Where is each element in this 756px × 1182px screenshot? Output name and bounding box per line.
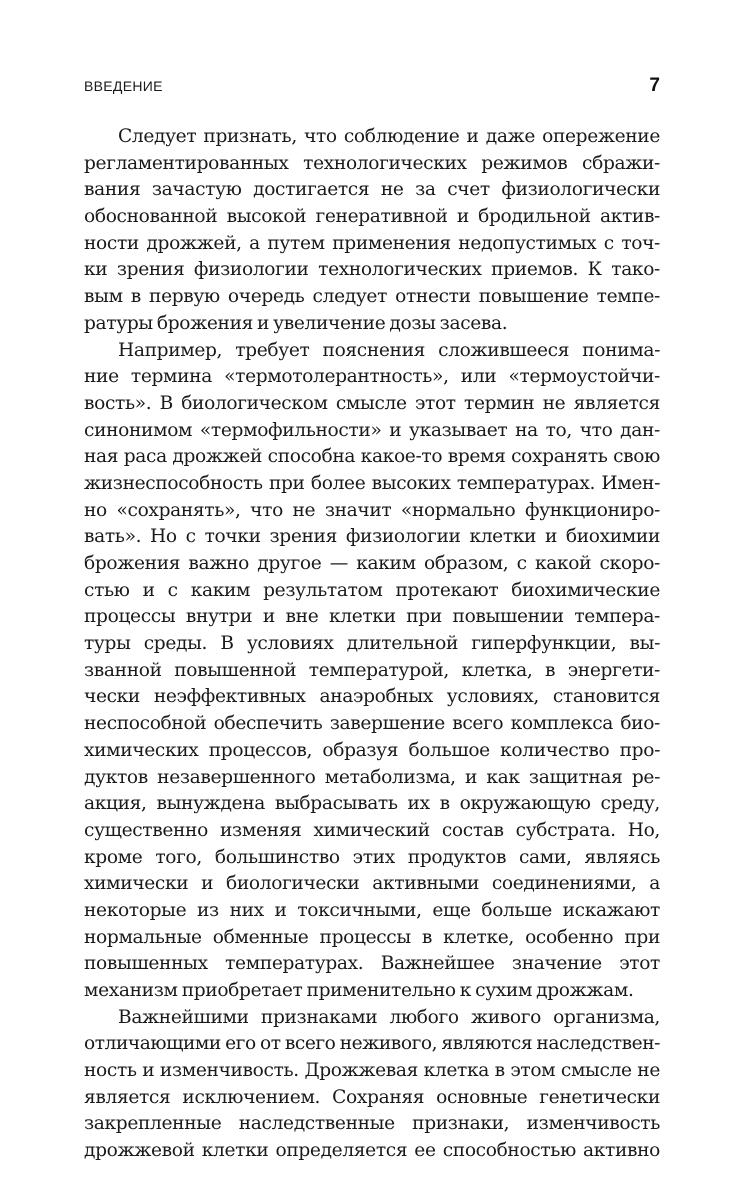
text-line: вания зачастую достигается не за счет физиологически xyxy=(84,179,660,201)
text-line: вость». В биологическом смысле этот термин не является xyxy=(84,392,660,414)
text-line: Следует признать, что соблюдение и даже опережение xyxy=(118,126,660,147)
text-line: Важнейшими признаками любого живого организма, xyxy=(118,1006,660,1028)
text-line: химически и биологически активными соединениями, а xyxy=(84,873,660,895)
text-line: но «сохранять», что не значит «нормально функциониро- xyxy=(84,499,660,521)
text-line: синонимом «термофильности» и указывает на то, что дан- xyxy=(84,419,660,441)
text-line: процессы внутри и вне клетки при повышении темпера- xyxy=(84,606,660,628)
text-line: ная раса дрожжей способна какое-то время сохранять свою xyxy=(84,446,660,468)
text-line: званной повышенной температурой, клетка, в энергети- xyxy=(84,659,660,681)
text-line: ность и изменчивость. Дрожжевая клетка в этом смысле не xyxy=(84,1060,660,1082)
text-line: ки зрения физиологии технологических приемов. К тако- xyxy=(84,259,660,281)
text-line: чески неэффективных анаэробных условиях, становится xyxy=(84,686,660,708)
text-line: неспособной обеспечить завершение всего комплекса био- xyxy=(84,713,660,735)
running-header xyxy=(84,70,660,104)
text-line: химических процессов, образуя большое количество про- xyxy=(84,739,660,761)
text-line: обоснованной высокой генеративной и бродильной актив- xyxy=(84,206,660,228)
text-line: повышенных температурах. Важнейшее значение этот xyxy=(84,953,660,975)
text-line: ние термина «термотолерантность», или «термоустойчи- xyxy=(84,366,660,388)
text-line: стью и с каким результатом протекают биохимические xyxy=(84,579,660,601)
text-line: кроме того, большинство этих продуктов сами, являясь xyxy=(84,846,660,868)
text-line: туры среды. В условиях длительной гиперфункции, вы- xyxy=(84,633,660,655)
text-line: отличающими его от всего неживого, являются наследствен- xyxy=(84,1033,660,1055)
text-line: ратуры брожения и увеличение дозы засева. xyxy=(84,312,508,334)
text-line: нормальные обменные процессы в клетке, особенно при xyxy=(84,926,660,948)
text-line: жизнеспособность при более высоких температурах. Имен- xyxy=(84,472,660,494)
text-line: Например, требует пояснения сложившееся понима- xyxy=(118,339,660,361)
text-line: механизм приобретает применительно к сухим дрожжам. xyxy=(84,980,634,1001)
text-line: ности дрожжей, а путем применения недопустимых с точ- xyxy=(84,232,660,254)
text-line: брожения важно другое — каким образом, с какой скоро- xyxy=(84,553,660,574)
section-title: ВВЕДЕНИЕ xyxy=(84,78,163,94)
text-line: является исключением. Сохраняя основные генетически xyxy=(84,1086,660,1108)
text-line: закрепленные наследственные признаки, изменчивость xyxy=(84,1113,660,1135)
text-line: дуктов незавершенного метаболизма, и как защитная ре- xyxy=(84,766,660,788)
text-line: регламентированных технологических режимов сбражи- xyxy=(84,152,660,174)
text-line: вать». Но с точки зрения физиологии клетки и биохимии xyxy=(84,526,660,548)
page-number: 7 xyxy=(649,75,660,96)
text-line: некоторые из них и токсичными, еще больше искажают xyxy=(84,899,660,921)
text-line: дрожжевой клетки определяется ее способностью активно xyxy=(84,1140,660,1162)
text-line: существенно изменяя химический состав субстрата. Но, xyxy=(84,819,660,841)
book-page xyxy=(84,70,660,1165)
body-text xyxy=(84,124,660,1165)
text-line: акция, вынуждена выбрасывать их в окружающую среду, xyxy=(84,793,660,815)
text-line: вым в первую очередь следует отнести повышение темпе- xyxy=(84,286,660,308)
